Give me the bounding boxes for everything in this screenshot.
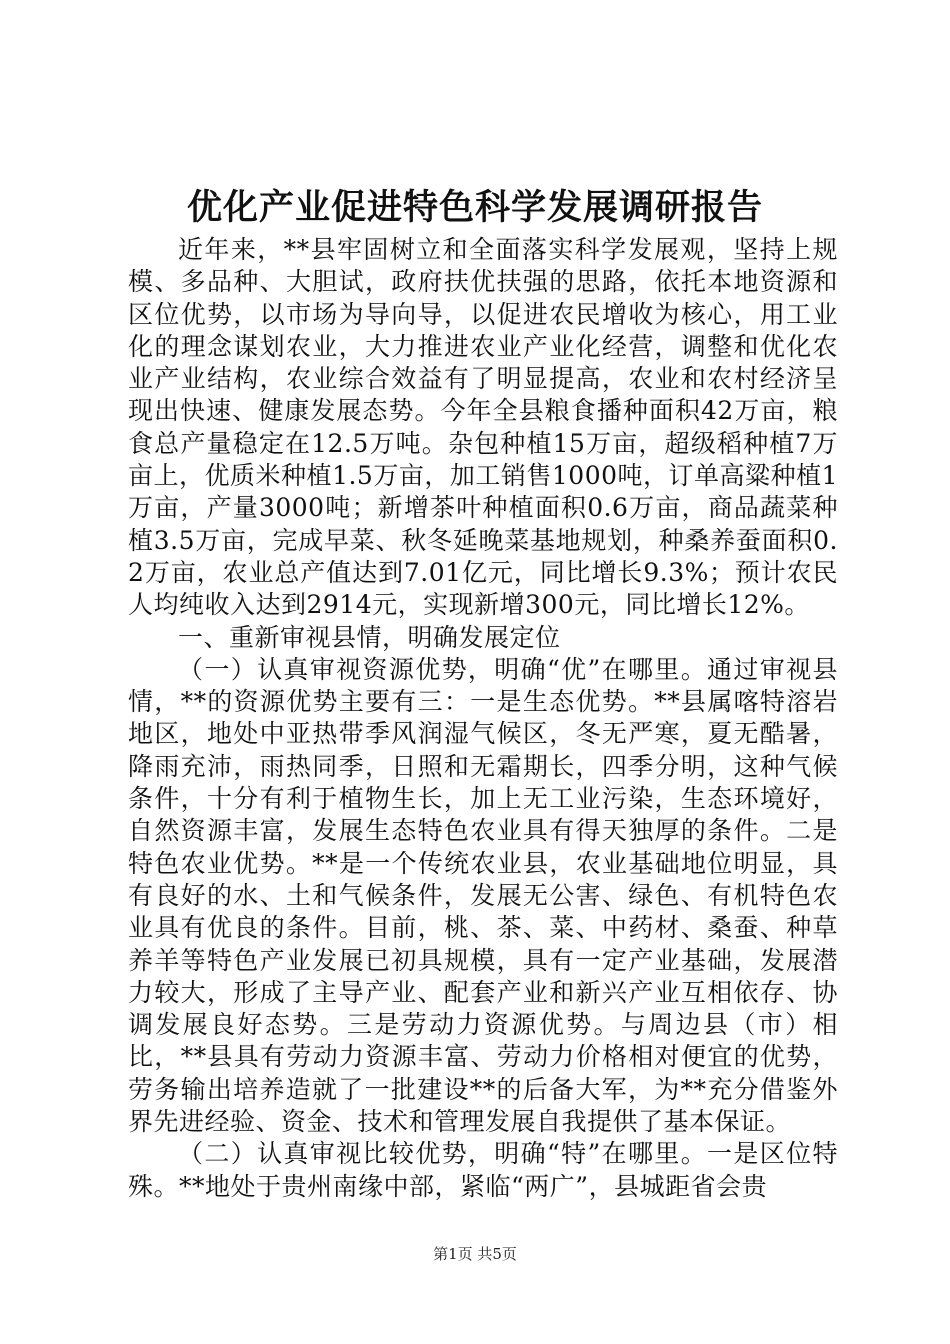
page-footer: 第1页 共5页 [433, 1245, 517, 1263]
document-title: 优化产业促进特色科学发展调研报告 [186, 187, 763, 228]
paragraph-intro: 近年来，**县牢固树立和全面落实科学发展观，坚持上规模、多品种、大胆试，政府扶优扶强的思路，依托本地资源和区位优势，以市场为导向导，以促进农民增收为核心，用工业化的理念谋划农业，大力推进农业产业化经营，调整和优化农业产业结构，农业综合效益有了明显提高，农业和农村经济呈现出快速、健康发展态势。今年全县粮食播种面积42万亩，粮食总产量稳定在12.5万吨。杂包种植15万亩，超级稻种植7万亩上，优质米种植1.5万亩，加工销售1000吨，订单高粱种植1万亩，产量3000吨；新增茶叶种植面积0.6万亩，商品蔬菜种植3.5万亩，完成早菜、秋冬延晚菜基地规划，种桑养蚕面积0.2万亩，农业总产值达到7.01亿元，同比增长9.3%；预计农民人均纯收入达到2914元，实现新增300元，同比增长12%。 [128, 235, 838, 620]
document-body [128, 234, 838, 1203]
paragraph-resource-advantage: （一）认真审视资源优势，明确“优”在哪里。通过审视县情，**的资源优势主要有三：一是生态优势。**县属喀特溶岩地区，地处中亚热带季风润湿气候区，冬无严寒，夏无酷暑，降雨充沛，雨热同季，日照和无霜期长，四季分明，这种气候条件，十分有利于植物生长，加上无工业污染，生态环境好，自然资源丰富，发展生态特色农业具有得天独厚的条件。二是特色农业优势。**是一个传统农业县，农业基础地位明显，具有良好的水、土和气候条件，发展无公害、绿色、有机特色农业具有优良的条件。目前，桃、茶、菜、中药材、桑蚕、种草养羊等特色产业发展已初具规模，具有一定产业基础，发展潜力较大，形成了主导产业、配套产业和新兴产业互相依存、协调发展良好态势。三是劳动力资源优势。与周边县（市）相比，**县具有劳动力资源丰富、劳动力价格相对便宜的优势，劳务输出培养造就了一批建设**的后备大军，为**充分借鉴外界先进经验、资金、技术和管理发展自我提供了基本保证。 [128, 654, 838, 1137]
section-heading-1: 一、重新审视县情，明确发展定位 [178, 622, 561, 652]
paragraph-comparative-advantage: （二）认真审视比较优势，明确“特”在哪里。一是区位特殊。**地处于贵州南缘中部，紧临“两广”，县城距省会贵 [128, 1139, 838, 1201]
